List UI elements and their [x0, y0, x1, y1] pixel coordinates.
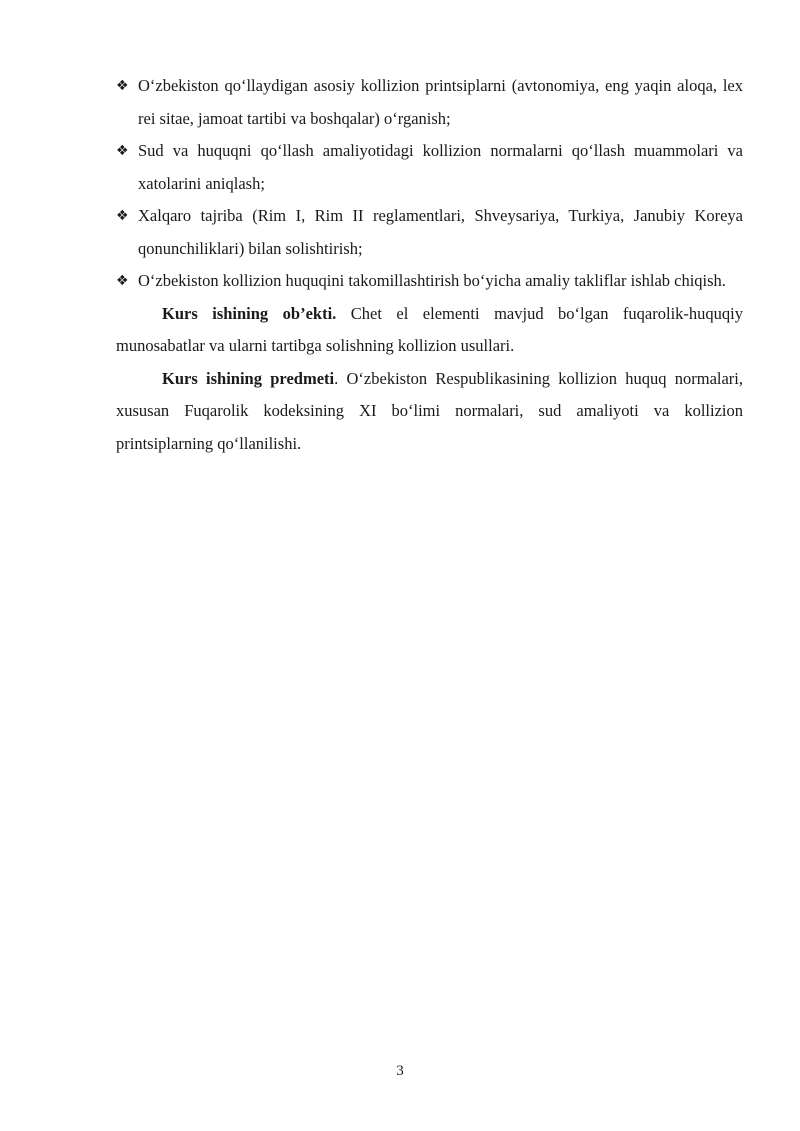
- object-text: Chet el elementi mavjud bo‘lgan fuqarolik-huquqiy munosabatlar va ularni tartibga solishning kollizion usullari.: [116, 303, 743, 355]
- diamond-bullet-icon: ❖: [116, 273, 129, 289]
- list-item: [116, 200, 743, 265]
- list-item: [116, 70, 743, 135]
- subject-paragraph: [116, 363, 743, 461]
- list-item-text: O‘zbekiston kollizion huquqini takomillashtirish bo‘yicha amaliy takliflar ishlab chiqish.: [138, 271, 726, 290]
- diamond-bullet-icon: ❖: [116, 143, 129, 159]
- diamond-bullet-icon: ❖: [116, 208, 129, 224]
- list-item: [116, 265, 743, 298]
- page-number: 3: [396, 1063, 404, 1079]
- object-paragraph: [116, 298, 743, 363]
- list-item-text: O‘zbekiston qo‘llaydigan asosiy kollizion printsiplarni (avtonomiya, eng yaqin aloqa, lex rei sitae, jamoat tartibi va boshqalar) o‘rganish;: [138, 76, 743, 128]
- list-item-text: Xalqaro tajriba (Rim I, Rim II reglamentlari, Shveysariya, Turkiya, Janubiy Koreya qonunchiliklari) bilan solishtirish;: [138, 206, 743, 258]
- page-body: [116, 70, 743, 460]
- subject-text: . O‘zbekiston Respublikasining kollizion huquq normalari, xususan Fuqarolik kodeksining XI bo‘limi normalari, sud amaliyoti va kollizion printsiplarning qo‘llanilishi.: [116, 368, 743, 453]
- list-item: [116, 135, 743, 200]
- subject-label: Kurs ishining predmeti: [162, 368, 335, 388]
- list-item-text: Sud va huquqni qo‘llash amaliyotidagi kollizion normalarni qo‘llash muammolari va xatolarini aniqlash;: [138, 141, 743, 193]
- object-label: Kurs ishining ob’ekti.: [162, 303, 337, 323]
- diamond-bullet-icon: ❖: [116, 78, 129, 94]
- objectives-list: [116, 70, 743, 298]
